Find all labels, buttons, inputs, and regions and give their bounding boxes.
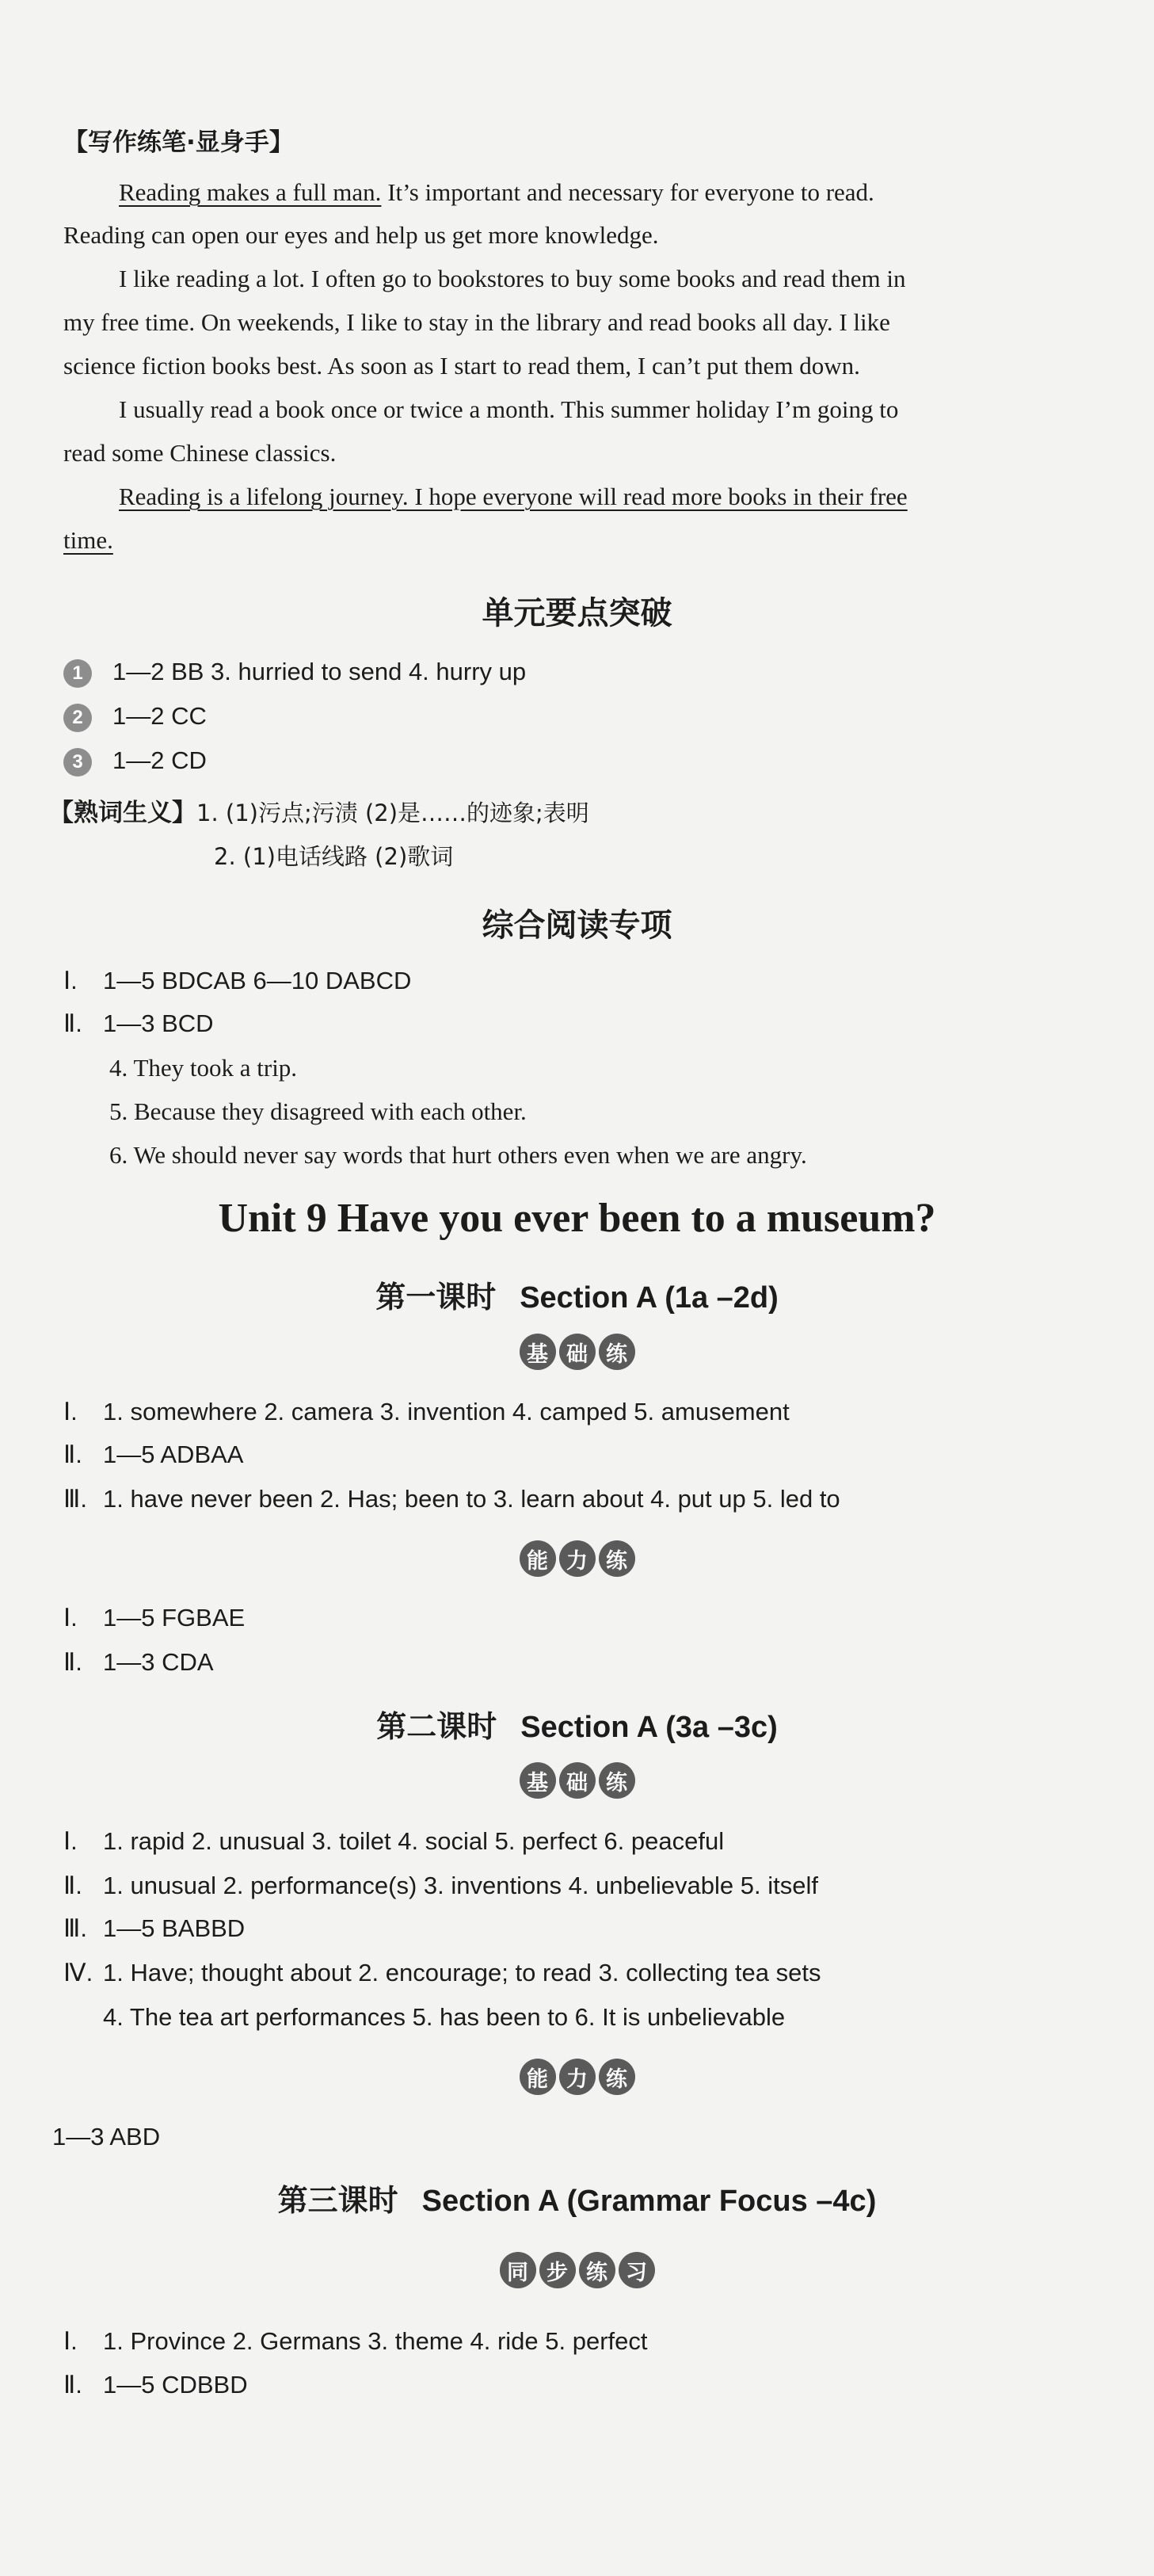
answer-row: Ⅰ. 1. somewhere 2. camera 3. invention 4. camped 5. amusement xyxy=(63,1398,790,1425)
vocab-row-2: 2. (1)电话线路 (2)歌词 xyxy=(214,843,454,870)
answer-row: Ⅰ. 1—5 FGBAE xyxy=(63,1604,246,1631)
reading-answer-row: Ⅰ. 1—5 BDCAB 6—10 DABCD xyxy=(63,967,412,994)
badge-char: 能 xyxy=(520,1540,556,1577)
unit-title: Unit 9 Have you ever been to a museum? xyxy=(218,1196,936,1241)
answer-row: Ⅲ. 1. have never been 2. Has; been to 3. learn about 4. put up 5. led to xyxy=(63,1485,840,1513)
unit-key-item: 3 1—2 CD xyxy=(63,745,207,777)
reading-answer: 5. Because they disagreed with each other. xyxy=(109,1097,527,1125)
vocab-label: 【熟词生义】 xyxy=(49,799,196,827)
badge-char: 础 xyxy=(559,1334,596,1370)
unit-key-item: 1 1—2 BB 3. hurried to send 4. hurry up xyxy=(63,656,526,688)
badge-char: 练 xyxy=(599,2059,635,2095)
reading-answer: 6. We should never say words that hurt others even when we are angry. xyxy=(109,1141,807,1169)
sync-practice-badge xyxy=(0,2252,1154,2288)
lesson-1-title: 第一课时 Section A (1a –2d) xyxy=(375,1280,779,1315)
answer-row: Ⅱ. 1—3 CDA xyxy=(63,1648,214,1676)
badge-char: 础 xyxy=(559,1762,596,1799)
circle-number: 2 xyxy=(63,704,92,732)
badge-char: 步 xyxy=(539,2252,576,2288)
badge-char: 基 xyxy=(520,1334,556,1370)
unit-key-item: 2 1—2 CC xyxy=(63,700,207,732)
reading-answer-row: Ⅱ. 1—3 BCD xyxy=(63,1009,214,1037)
writing-line: time. xyxy=(63,526,113,554)
answer-row: Ⅲ. 1—5 BABBD xyxy=(63,1914,246,1942)
answer-row: Ⅰ. 1. Province 2. Germans 3. theme 4. ride 5. perfect xyxy=(63,2327,648,2355)
writing-line: my free time. On weekends, I like to stay in the library and read books all day. I like xyxy=(63,308,890,336)
writing-paragraph-2: I like reading a lot. I often go to bookstores to buy some books and read them in xyxy=(119,265,906,292)
badge-char: 习 xyxy=(619,2252,655,2288)
answer-row: Ⅱ. 1—5 CDBBD xyxy=(63,2371,248,2399)
basic-practice-badge xyxy=(0,1762,1154,1799)
reading-answer: 4. They took a trip. xyxy=(109,1054,298,1082)
badge-char: 力 xyxy=(559,2059,596,2095)
writing-paragraph-4: Reading is a lifelong journey. I hope everyone will read more books in their free xyxy=(119,483,908,510)
ability-practice-badge xyxy=(0,1540,1154,1577)
answer-row: Ⅱ. 1. unusual 2. performance(s) 3. inventions 4. unbelievable 5. itself xyxy=(63,1872,818,1899)
answer-row-continued: 4. The tea art performances 5. has been to 6. It is unbelievable xyxy=(103,2003,786,2031)
badge-char: 练 xyxy=(599,1540,635,1577)
unit-key-heading: 单元要点突破 xyxy=(482,595,672,632)
badge-char: 练 xyxy=(579,2252,615,2288)
badge-char: 练 xyxy=(599,1762,635,1799)
badge-char: 基 xyxy=(520,1762,556,1799)
basic-practice-badge xyxy=(0,1334,1154,1370)
answer-row: 1—3 ABD xyxy=(52,2123,161,2150)
badge-char: 同 xyxy=(500,2252,536,2288)
badge-char: 力 xyxy=(559,1540,596,1577)
answer-row: Ⅰ. 1. rapid 2. unusual 3. toilet 4. social 5. perfect 6. peaceful xyxy=(63,1827,725,1855)
writing-paragraph-1: Reading makes a full man. It’s important and necessary for everyone to read. xyxy=(119,178,874,206)
badge-char: 练 xyxy=(599,1334,635,1370)
ability-practice-badge xyxy=(0,2059,1154,2095)
vocab-row-1: 【熟词生义】1. (1)污点;污渍 (2)是……的迹象;表明 xyxy=(49,799,589,827)
answer-row: Ⅱ. 1—5 ADBAA xyxy=(63,1441,244,1468)
writing-label: 【写作练笔·显身手】 xyxy=(63,128,294,157)
topic-sentence: Reading makes a full man. xyxy=(119,178,382,206)
circle-number: 1 xyxy=(63,659,92,688)
writing-line: Reading can open our eyes and help us get more knowledge. xyxy=(63,221,659,249)
answer-row: Ⅳ. 1. Have; thought about 2. encourage; to read 3. collecting tea sets xyxy=(63,1959,821,1986)
writing-paragraph-3: I usually read a book once or twice a month. This summer holiday I’m going to xyxy=(119,395,899,423)
writing-line: science fiction books best. As soon as I start to read them, I can’t put them down. xyxy=(63,352,860,380)
lesson-2-title: 第二课时 Section A (3a –3c) xyxy=(376,1709,778,1744)
badge-char: 能 xyxy=(520,2059,556,2095)
writing-line: read some Chinese classics. xyxy=(63,439,337,467)
reading-heading: 综合阅读专项 xyxy=(482,907,672,944)
circle-number: 3 xyxy=(63,748,92,777)
lesson-3-title: 第三课时 Section A (Grammar Focus –4c) xyxy=(277,2183,877,2218)
